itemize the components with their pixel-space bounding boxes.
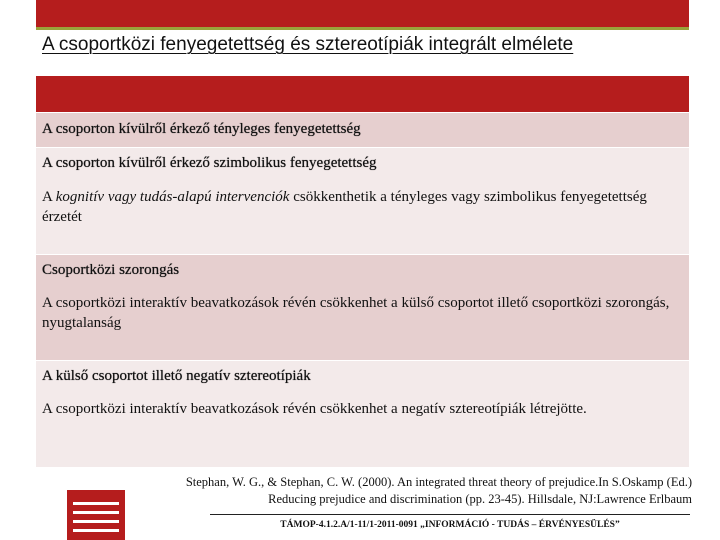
- top-accent-line: [36, 27, 689, 30]
- row-2-body: [42, 189, 647, 225]
- citation: [117, 474, 692, 508]
- citation-line-1: Stephan, W. G., & Stephan, C. W. (2000). An integrated threat theory of prejudice.In S.Oskamp (Ed.): [185, 475, 692, 489]
- table-header-bar: [36, 76, 689, 112]
- table-row-3: [36, 254, 689, 360]
- table-row-1: [36, 112, 689, 147]
- row-2-body-prefix: A: [42, 189, 56, 205]
- top-banner: [36, 0, 689, 27]
- row-2-heading: A csoporton kívülről érkező szimbolikus fenyegetettség: [42, 155, 377, 171]
- row-1-heading: A csoporton kívülről érkező tényleges fenyegetettség: [42, 121, 361, 137]
- row-4-heading: A külső csoportot illető negatív sztereotípiák: [42, 368, 311, 384]
- slide-title: A csoportközi fenyegetettség és sztereotípiák integrált elmélete: [42, 34, 574, 55]
- row-2-body-suffix: csökkenthetik a tényleges vagy szimbolikus fenyegetettség érzetét: [42, 189, 647, 225]
- striped-block-logo-icon: [67, 490, 125, 540]
- citation-line-2: Reducing prejudice and discrimination (pp. 23-45). Hillsdale, NJ:Lawrence Erlbaum: [268, 492, 692, 506]
- table-row-4: [36, 360, 689, 467]
- row-3-body: A csoportközi interaktív beavatkozások révén csökkenhet a külső csoportot illető csoportközi szorongás, nyugtalanság: [42, 295, 670, 331]
- footer-divider: [210, 514, 690, 515]
- table-row-2: [36, 147, 689, 254]
- content-table: [36, 76, 689, 467]
- row-3-heading: Csoportközi szorongás: [42, 262, 180, 278]
- footer-project-code: TÁMOP-4.1.2.A/1-11/1-2011-0091 „INFORMÁCIÓ - TUDÁS – ÉRVÉNYESÜLÉS”: [280, 520, 620, 530]
- row-2-body-italic: kognitív vagy tudás-alapú intervenciók: [55, 189, 290, 205]
- row-4-body: A csoportközi interaktív beavatkozások révén csökkenhet a negatív sztereotípiák létrejötte.: [42, 401, 587, 417]
